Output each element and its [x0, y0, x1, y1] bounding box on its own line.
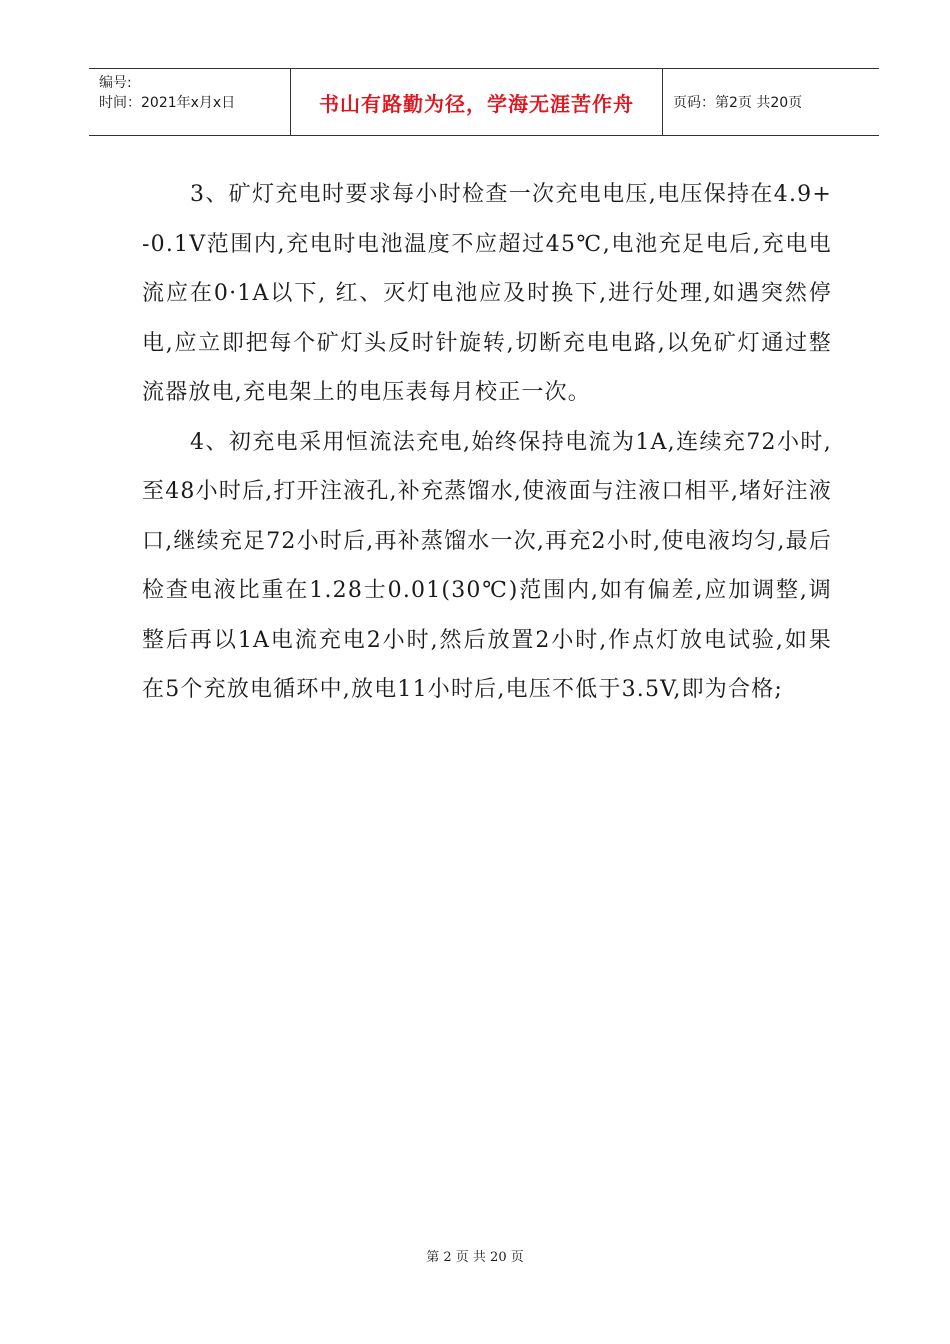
paragraph-4: 4、初充电采用恒流法充电,始终保持电流为1A,连续充72小时,至48小时后,打开注液孔,补充蒸馏水,使液面与注液口相平,堵好注液口,继续充足72小时后,再补蒸馏水一次,再充2小时,使电液均匀,最后检查电液比重在1.28士0.01(30℃)范围内,如有偏差,应加调整,调整后再以1A电流充电2小时,然后放置2小时,作点灯放电试验,如果在5个充放电循环中,放电11小时后,电压不低于3.5V,即为合格;: [142, 429, 832, 702]
paragraph-3: 3、矿灯充电时要求每小时检查一次充电电压,电压保持在4.9+ -0.1V范围内,充电时电池温度不应超过45℃,电池充足电后,充电电流应在0·1A以下, 红、灭灯电池应及时换下,进行处理,如遇突然停电,应立即把每个矿灯头反时针旋转,切断充电电路,以免矿灯通过整流器放电,充电架上的电压表每月校正一次。: [142, 182, 832, 405]
document-body: [142, 170, 832, 715]
header-meta-cell: [89, 69, 291, 135]
time-label: 时间：2021年x月x日: [99, 95, 236, 111]
number-label: 编号:: [99, 75, 132, 91]
document-header: [89, 68, 879, 136]
page-footer: 第 2 页 共 20 页: [426, 1250, 524, 1265]
header-motto: 书山有路勤为径，学海无涯苦作舟: [291, 69, 663, 135]
header-page-code: 页码：第2页 共20页: [673, 95, 803, 111]
